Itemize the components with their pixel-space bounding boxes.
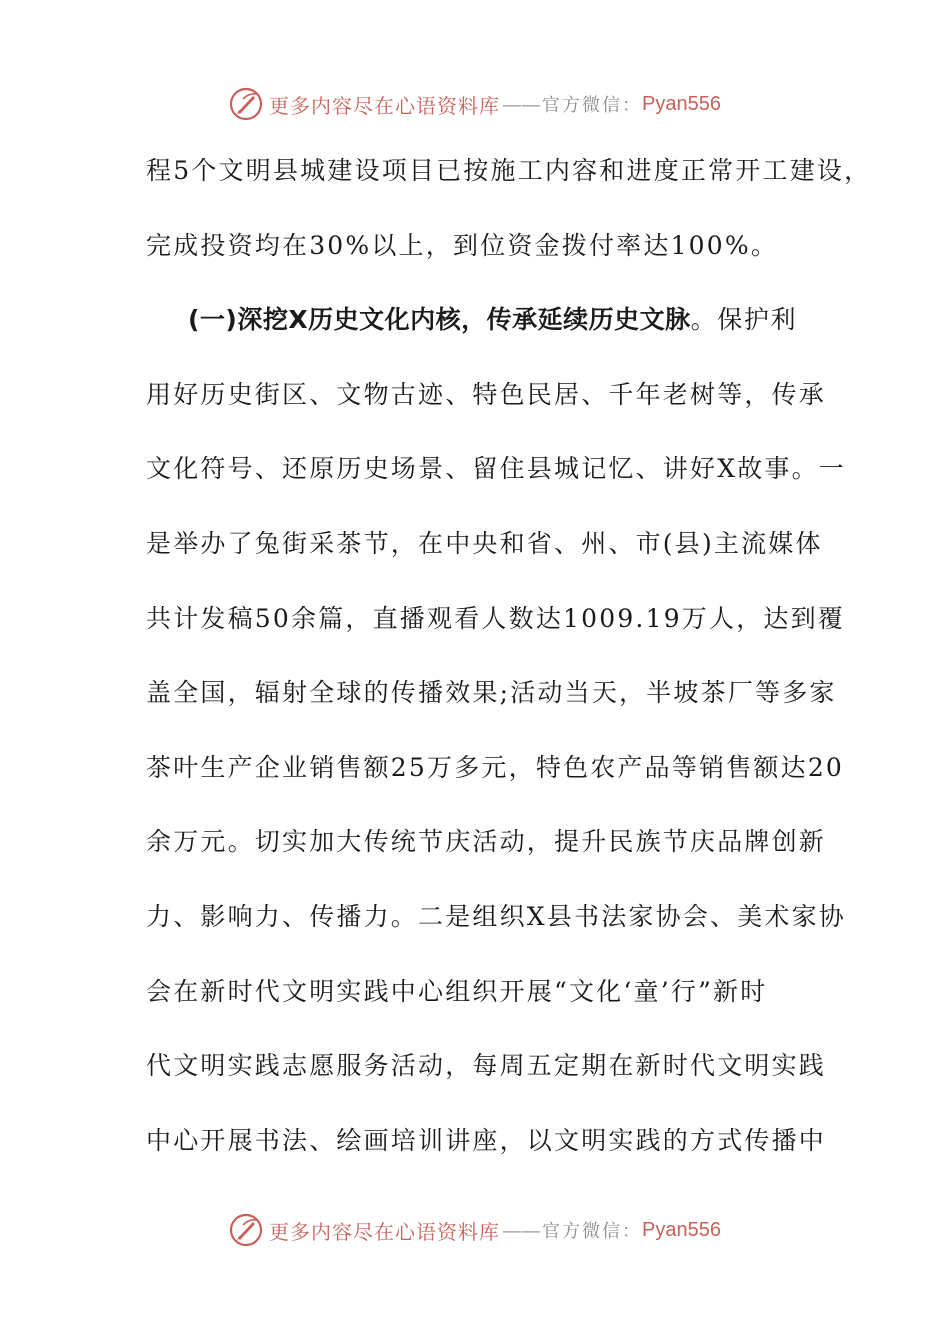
body-line: 代文明实践志愿服务活动，每周五定期在新时代文明实践 [146,1051,827,1081]
watermark-separator: —— [502,92,541,116]
body-line: 用好历史街区、文物古迹、特色民居、千年老树等，传承 [146,379,827,409]
quill-pen-icon [229,1213,263,1247]
body-line: 文化符号、还原历史场景、留住县城记忆、讲好X故事。一 [146,454,847,484]
watermark-separator: —— [502,1218,541,1242]
watermark-account: Pyan556 [642,92,721,115]
watermark-title: 更多内容尽在心语资料库 [269,1219,501,1244]
body-line: 是举办了兔街采茶节，在中央和省、州、市(县)主流媒体 [146,528,823,558]
body-line: 余万元。切实加大传统节庆活动，提升民族节庆品牌创新 [146,827,827,857]
watermark-account: Pyan556 [642,1218,721,1241]
header-watermark [0,84,950,124]
body-line-rest: 。保护利 [690,305,798,335]
quill-pen-icon [229,87,263,121]
body-line: 茶叶生产企业销售额25万多元，特色农产品等销售额达20 [146,752,845,782]
body-line: 盖全国，辐射全球的传播效果;活动当天，半坡茶厂等多家 [146,678,837,708]
watermark-title: 更多内容尽在心语资料库 [269,93,501,118]
section-heading: (一)深挖X历史文化内核，传承延续历史文脉 [188,305,691,335]
body-line: 会在新时代文明实践中心组织开展“文化‘童’行”新时 [146,976,768,1006]
footer-watermark [0,1210,950,1250]
body-line: 中心开展书法、绘画培训讲座，以文明实践的方式传播中 [146,1125,827,1155]
body-line: 力、影响力、传播力。二是组织X县书法家协会、美术家协 [146,901,847,931]
watermark-label: 官方微信： [542,1221,643,1242]
body-line: 程5个文明县城建设项目已按施工内容和进度正常开工建设， [146,156,872,185]
watermark-label: 官方微信： [542,95,643,116]
document-body [146,148,872,1192]
body-line: 完成投资均在30%以上，到位资金拨付率达100%。 [146,230,779,260]
section-heading-line [146,297,826,372]
body-line: 共计发稿50余篇，直播观看人数达1009.19万人，达到覆 [146,603,845,633]
